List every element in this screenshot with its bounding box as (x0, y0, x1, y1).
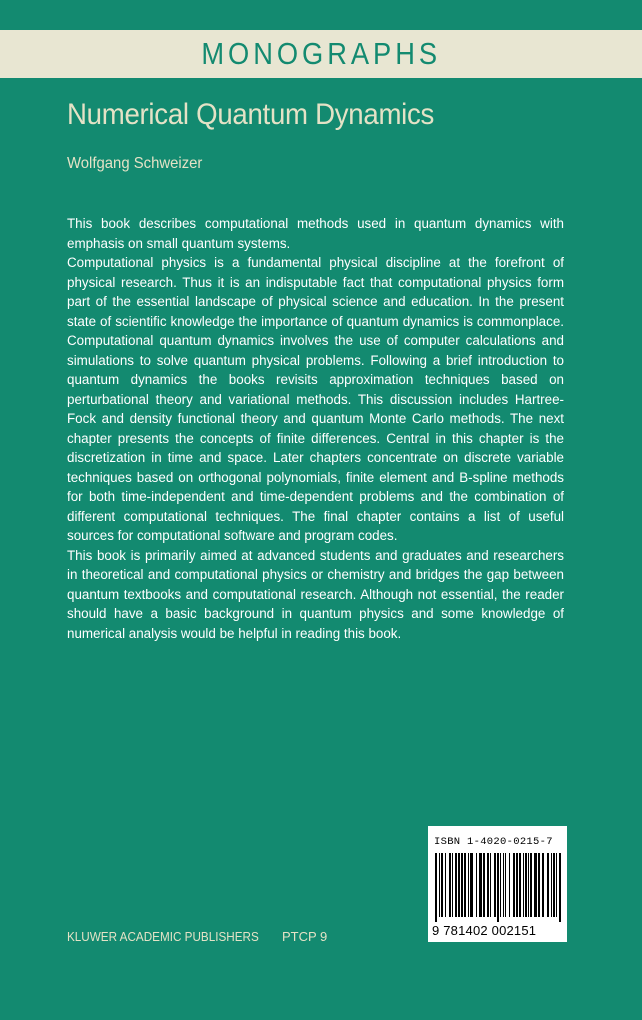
book-description (67, 214, 564, 643)
series-code: PTCP 9 (282, 929, 328, 944)
series-band (0, 30, 642, 78)
isbn-text: ISBN 1-4020-0215-7 (434, 836, 553, 848)
book-author: Wolfgang Schweizer (67, 155, 203, 172)
description-paragraph-1: This book describes computational methods used in quantum dynamics with emphasis on small quantum systems. (67, 216, 564, 251)
barcode-icon (434, 853, 561, 922)
description-paragraph-2: Computational physics is a fundamental physical discipline at the forefront of physical research. Thus it is an indisputable fact that computational physics form part of the essential landscape of physical science and education. In the present state of scientific knowledge the importance of quantum dynamics is commonplace. Computational quantum dynamics involves the use of computer calculations and simulations to solve quantum physical problems. Following a brief introduction to quantum dynamics the books revisits approximation techniques based on perturbational theory and variational methods. This discussion includes Hartree-Fock and density functional theory and quantum Monte Carlo methods. The next chapter presents the concepts of finite differences. Central in this chapter is the discretization in time and space. Later chapters concentrate on discrete variable techniques based on orthogonal polynomials, finite element and B-spline methods for both time-independent and time-dependent problems and the combination of different computational techniques. The final chapter contains a list of useful sources for computational software and program codes. (67, 255, 564, 543)
book-title: Numerical Quantum Dynamics (67, 98, 435, 131)
top-strip (0, 0, 642, 30)
description-paragraph-3: This book is primarily aimed at advanced students and graduates and researchers in theoretical and computational physics or chemistry and bridges the gap between quantum textbooks and computational research. Although not essential, the reader should have a basic background in quantum physics and some knowledge of numerical analysis would be helpful in reading this book. (67, 547, 564, 641)
isbn-barcode-box (428, 826, 567, 942)
ean-digits: 9 781402 002151 (432, 923, 537, 938)
series-label: MONOGRAPHS (201, 36, 441, 71)
publisher-name: KLUWER ACADEMIC PUBLISHERS (67, 929, 259, 944)
